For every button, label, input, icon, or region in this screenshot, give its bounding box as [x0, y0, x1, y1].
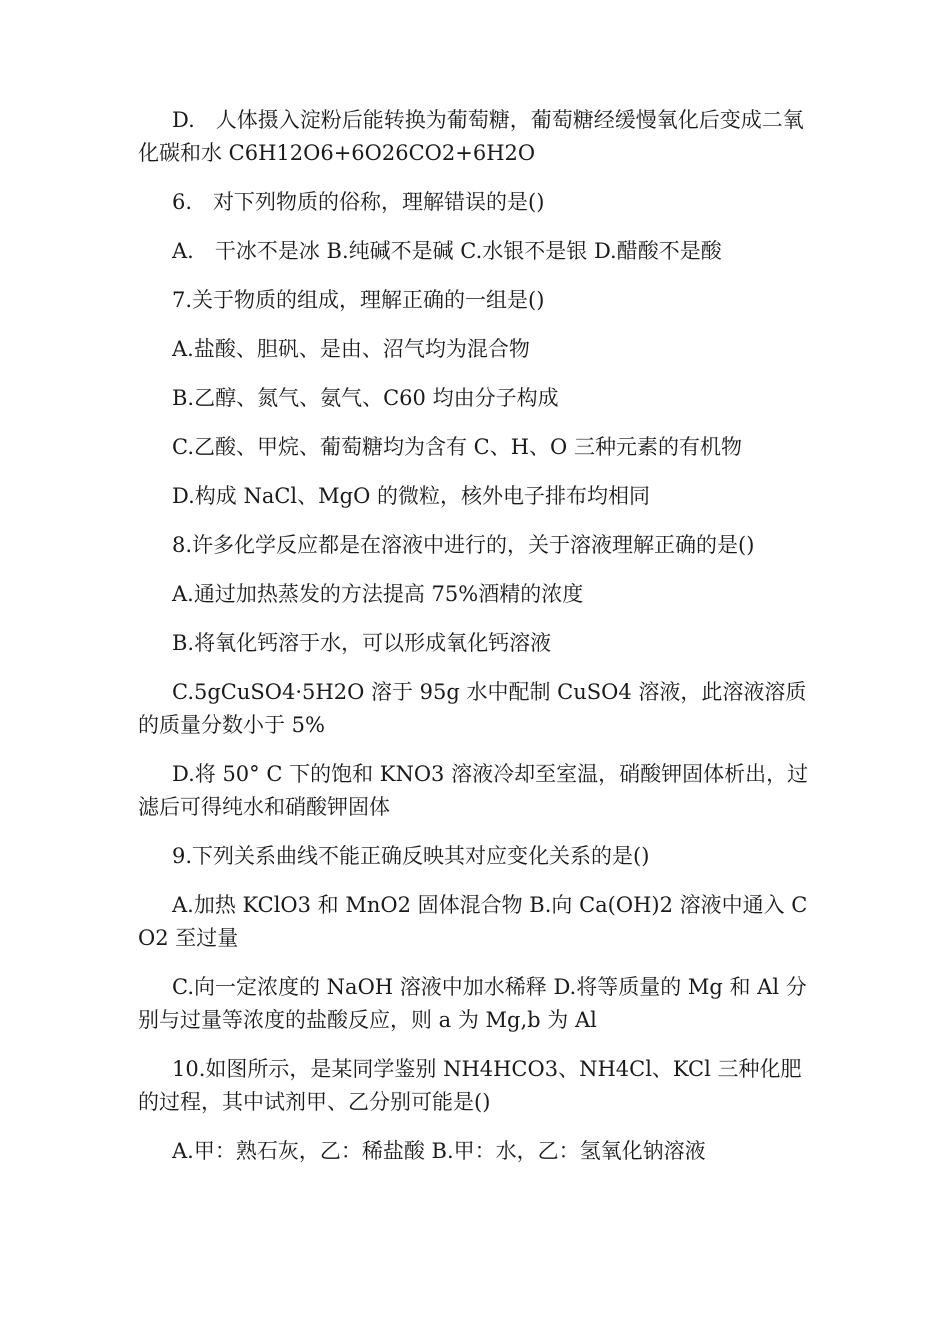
question-7-option-b: B.乙醇、氮气、氨气、C60 均由分子构成	[172, 386, 559, 410]
question-7: 7.关于物质的组成，理解正确的一组是()	[172, 288, 545, 312]
question-10: 10.如图所示，是某同学鉴别 NH4HCO3、NH4Cl、KCl 三种化肥的过程，其中试剂甲、乙分别可能是()	[138, 1057, 802, 1114]
question-8-option-d: D.将 50° C 下的饱和 KNO3 溶液冷却至室温，硝酸钾固体析出，过滤后可得纯水和硝酸钾固体	[138, 762, 809, 819]
question-8-option-a: A.通过加热蒸发的方法提高 75%酒精的浓度	[172, 582, 584, 606]
question-9-options-ab: A.加热 KClO3 和 MnO2 固体混合物 B.向 Ca(OH)2 溶液中通入 CO2 至过量	[138, 893, 808, 950]
question-6-options: A. 干冰不是冰 B.纯碱不是碱 C.水银不是银 D.醋酸不是酸	[172, 239, 722, 263]
question-7-option-a: A.盐酸、胆矾、是由、沼气均为混合物	[172, 337, 530, 361]
question-6: 6. 对下列物质的俗称，理解错误的是()	[172, 190, 545, 214]
question-7-option-c: C.乙酸、甲烷、葡萄糖均为含有 C、H、O 三种元素的有机物	[172, 435, 742, 459]
question-8-option-b: B.将氧化钙溶于水，可以形成氧化钙溶液	[172, 631, 552, 655]
option-d-q5: D. 人体摄入淀粉后能转换为葡萄糖，葡萄糖经缓慢氧化后变成二氧化碳和水 C6H12O6+6O26CO2+6H2O	[138, 108, 804, 165]
question-8-option-c: C.5gCuSO4·5H2O 溶于 95g 水中配制 CuSO4 溶液，此溶液溶质的质量分数小于 5%	[138, 680, 807, 737]
question-10-options-ab: A.甲：熟石灰，乙：稀盐酸 B.甲：水，乙：氢氧化钠溶液	[172, 1139, 706, 1163]
question-8: 8.许多化学反应都是在溶液中进行的，关于溶液理解正确的是()	[172, 533, 755, 557]
question-9-options-cd: C.向一定浓度的 NaOH 溶液中加水稀释 D.将等质量的 Mg 和 Al 分别与过量等浓度的盐酸反应，则 a 为 Mg,b 为 Al	[138, 975, 807, 1032]
question-7-option-d: D.构成 NaCl、MgO 的微粒，核外电子排布均相同	[172, 484, 650, 508]
question-9: 9.下列关系曲线不能正确反映其对应变化关系的是()	[172, 844, 650, 868]
